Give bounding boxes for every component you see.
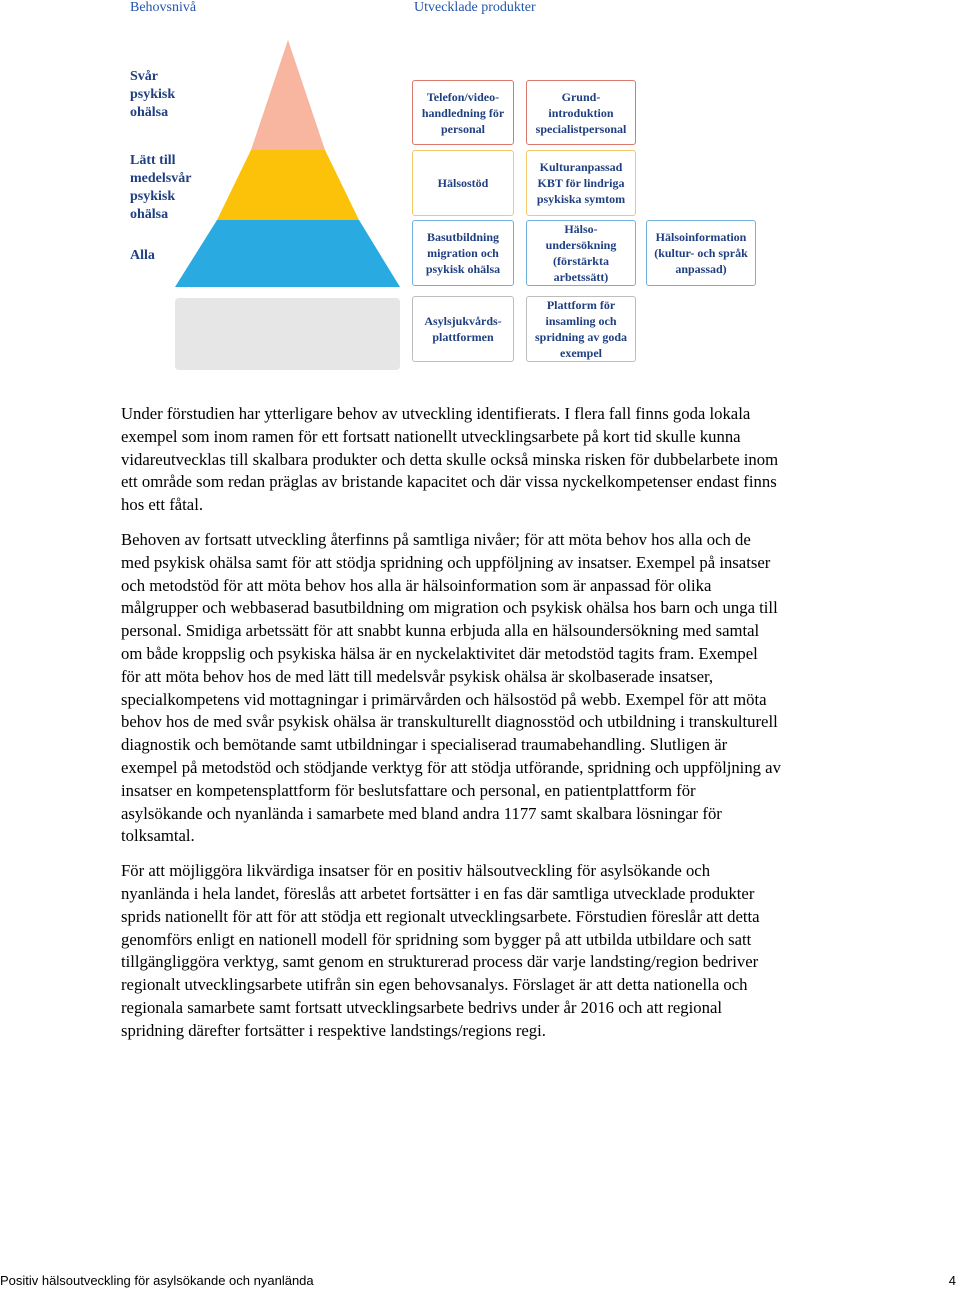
paragraph-3: För att möjliggöra likvärdiga insatser för en positiv hälsoutveckling för asylsökande och nyanlända i hela landet, föreslås att arbetet fortsätter i en fas där samtliga utvecklade produkter sprids nationellt för att för att stödja ett regionalt utvecklingsarbete. Förstudien föreslår att detta genomförs enligt en nationell modell för spridning som bygger på att utbilda utbildare och satt tillgängliggöra verktyg, samt genom en strukturerad process där varje landsting/region bedriver regionalt utvecklingsarbete utifrån sin egen behovsanalys. Förslaget är att detta nationella och regionala samarbete samt fortsatt utvecklingsarbete bedrivs under år 2016 och att regional spridning därefter fortsätter i respektive landstings/regions regi. [121,861,760,1040]
product-grundintroduktion: Grund- introduktion specialistpersonal [526,80,636,145]
paragraph-1: Under förstudien har ytterligare behov av utveckling identifierats. I flera fall finns goda lokala exempel som inom ramen för ett fortsatt nationellt utvecklingsarbete på kort tid skulle kunna vidareutvecklas till skalbara produkter och detta skulle också minska risken för dubbelarbete inom ett område som redan präglas av bristande kapacitet och där vissa nyckelkompetenser endast finns hos ett fåtal. [121,404,779,515]
column-header-level: Behovsnivå [130,0,197,15]
product-halsostod: Hälsostöd [412,150,514,216]
level-label-all: Alla [130,248,155,263]
footer-title: Positiv hälsoutveckling för asylsökande och nyanlända [0,1273,314,1288]
product-halsoundersokning: Hälso- undersökning (förstärkta arbetssätt) [526,220,636,286]
column-header-products: Utvecklade produkter [414,0,536,15]
level-label-severe: Svår psykisk ohälsa [130,69,176,120]
pyramid-tier-mild [217,150,359,220]
product-asylsjukvardsplattformen: Asylsjukvårds- plattformen [412,296,514,362]
product-halsoinformation: Hälsoinformation (kultur- och språk anpassad) [646,220,756,286]
page-number: 4 [948,1273,956,1288]
pyramid-tier-all [175,220,400,287]
product-plattform-goda-exempel: Plattform för insamling och spridning av goda exempel [526,296,636,362]
body-text [121,403,781,1055]
product-basutbildning: Basutbildning migration och psykisk ohälsa [412,220,514,286]
product-telefon-handledning: Telefon/video- handledning för personal [412,80,514,145]
pyramid-tier-severe [251,40,325,150]
paragraph-2: Behoven av fortsatt utveckling återfinns på samtliga nivåer; för att möta behov hos alla och de med psykisk ohälsa samt för att stödja spridning och uppföljning av insatser. Exempel på insatser och metodstöd för att möta behov hos alla är hälsoinformation som är anpassad för olika målgrupper och webbaserad basutbildning om migration och psykisk ohälsa hos barn och unga till personal. Smidiga arbetssätt för att snabbt kunna erbjuda alla en hälsoundersökning med samtal om både kroppslig och psykiska hälsa är en nyckelaktivitet där metodstöd tagits fram. Exempel för att möta behov hos de med lätt till medelsvår psykisk ohälsa är skolbaserade insatser, specialkompetens vid mottagningar i primärvården och hälsostöd på webb. Exempel för att möta behov hos de med svår psykisk ohälsa är transkulturellt diagnosstöd och utbildning i transkulturell diagnostik och bemötande samt utbildningar i specialiserad traumabehandling. Slutligen är exempel på metodstöd och stödjande verktyg för att stödja utförande, spridning och uppföljning av insatser en kompetensplattform för beslutsfattare och personal, en patientplattform för asylsökande och nyanlända i samarbete med bland andra 1177 samt skalbara lösningar för tolksamtal. [121,529,781,846]
product-kulturanpassad-kbt: Kulturanpassad KBT för lindriga psykiska symtom [526,150,636,216]
needs-pyramid [175,40,400,370]
level-label-mild: Lätt till medelsvår psykisk ohälsa [130,153,192,222]
pyramid-base-platform [175,298,400,370]
